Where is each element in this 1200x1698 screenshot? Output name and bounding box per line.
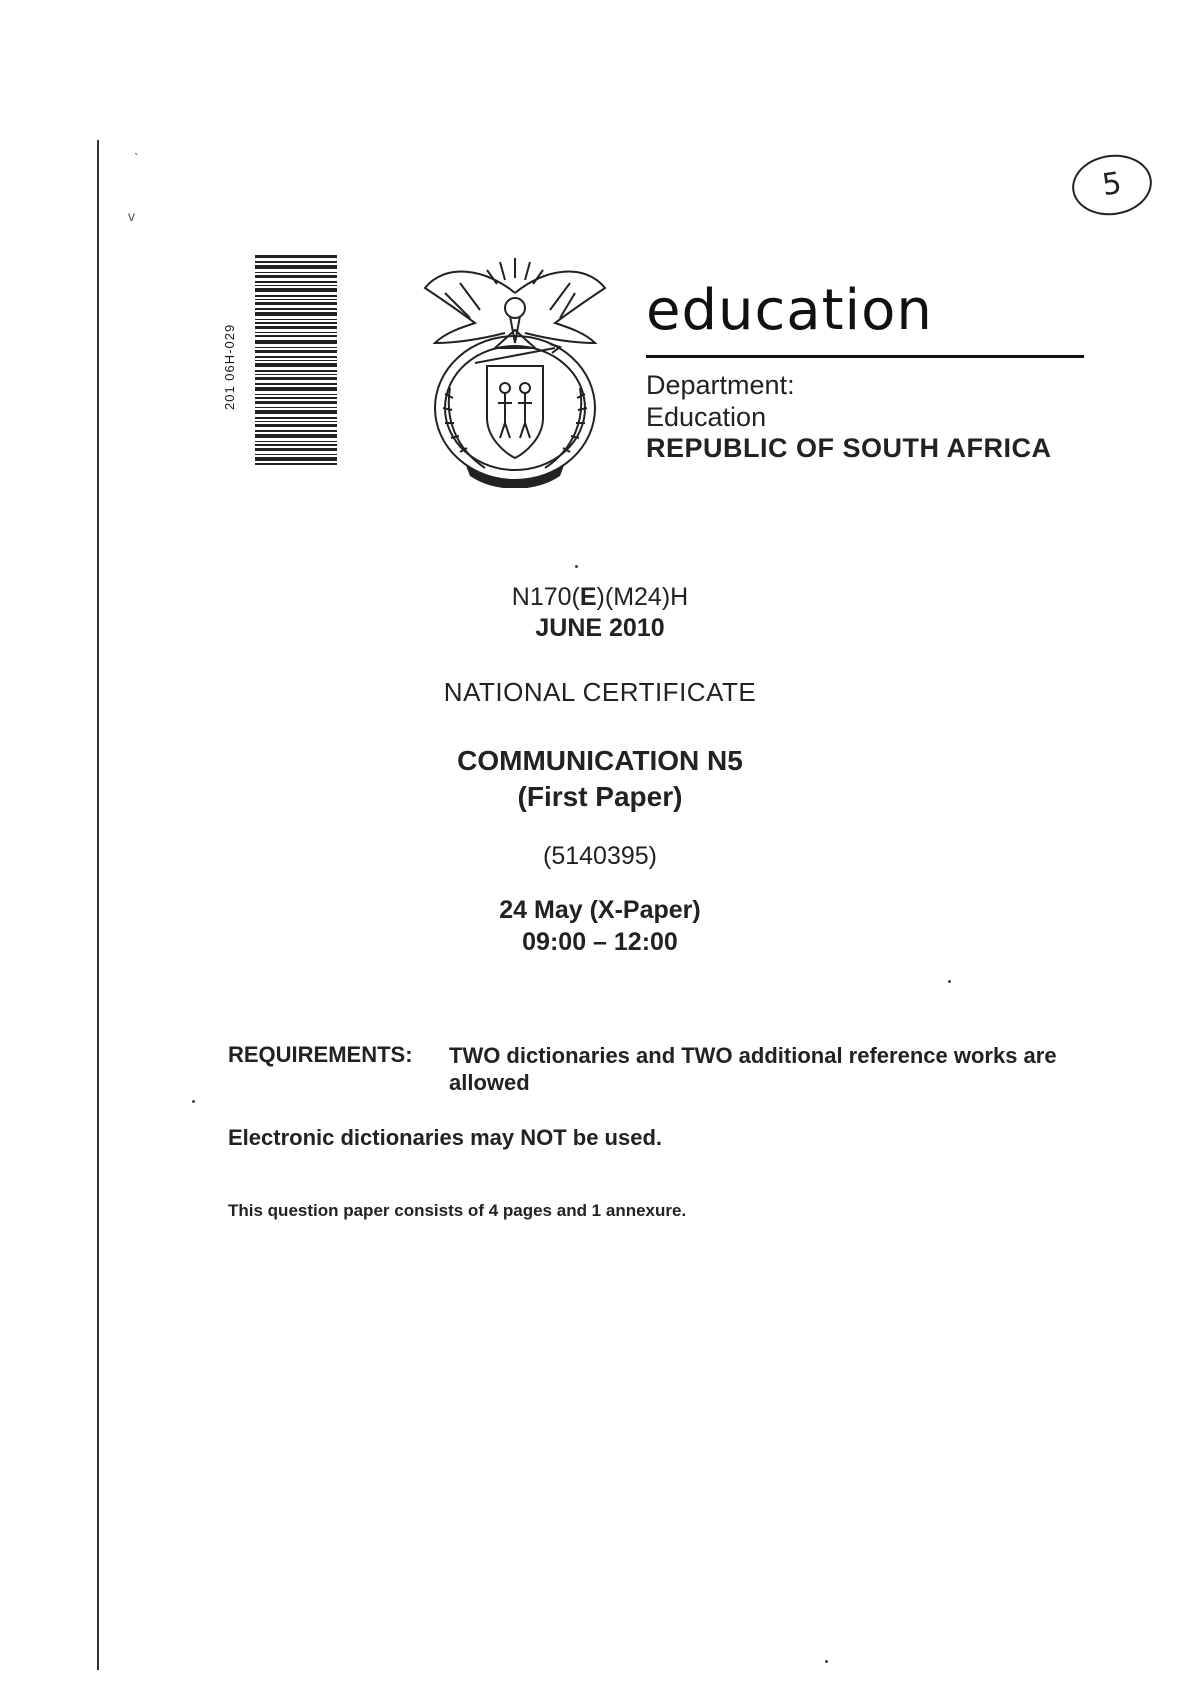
paper-code: N170(E)(M24)H: [511, 583, 689, 611]
scan-speck: [948, 980, 951, 983]
scan-mark: `: [134, 150, 139, 166]
coat-of-arms-icon: [415, 248, 615, 488]
scan-speck: [575, 565, 578, 568]
country-name: REPUBLIC OF SOUTH AFRICA: [646, 433, 1052, 463]
electronic-dictionary-note: Electronic dictionaries may NOT be used.: [228, 1125, 663, 1150]
requirements-text: TWO dictionaries and TWO additional reference works are allowed: [449, 1043, 1057, 1095]
requirements-label: REQUIREMENTS:: [228, 1042, 413, 1067]
department-name: Education: [646, 402, 767, 432]
barcode-icon: [255, 255, 337, 465]
logo-wordmark: education: [646, 278, 933, 343]
logo-divider: [646, 355, 1084, 358]
scan-speck: [825, 1660, 828, 1663]
exam-session: JUNE 2010: [535, 614, 665, 642]
scan-mark: v: [128, 208, 135, 224]
department-label: Department:: [646, 370, 795, 400]
subject-title: COMMUNICATION N5: [457, 745, 743, 776]
exam-date: 24 May (X-Paper): [499, 896, 701, 924]
scan-speck: [192, 1100, 195, 1103]
paper-part: (First Paper): [517, 781, 683, 812]
barcode-number: 201 06H-029: [222, 323, 237, 410]
exam-time: 09:00 – 12:00: [522, 928, 678, 956]
qualification-title: NATIONAL CERTIFICATE: [443, 677, 757, 707]
handwritten-page-number: 5: [1068, 150, 1156, 221]
page-count-note: This question paper consists of 4 pages and 1 annexure.: [228, 1201, 687, 1220]
paper-number: (5140395): [543, 842, 657, 870]
